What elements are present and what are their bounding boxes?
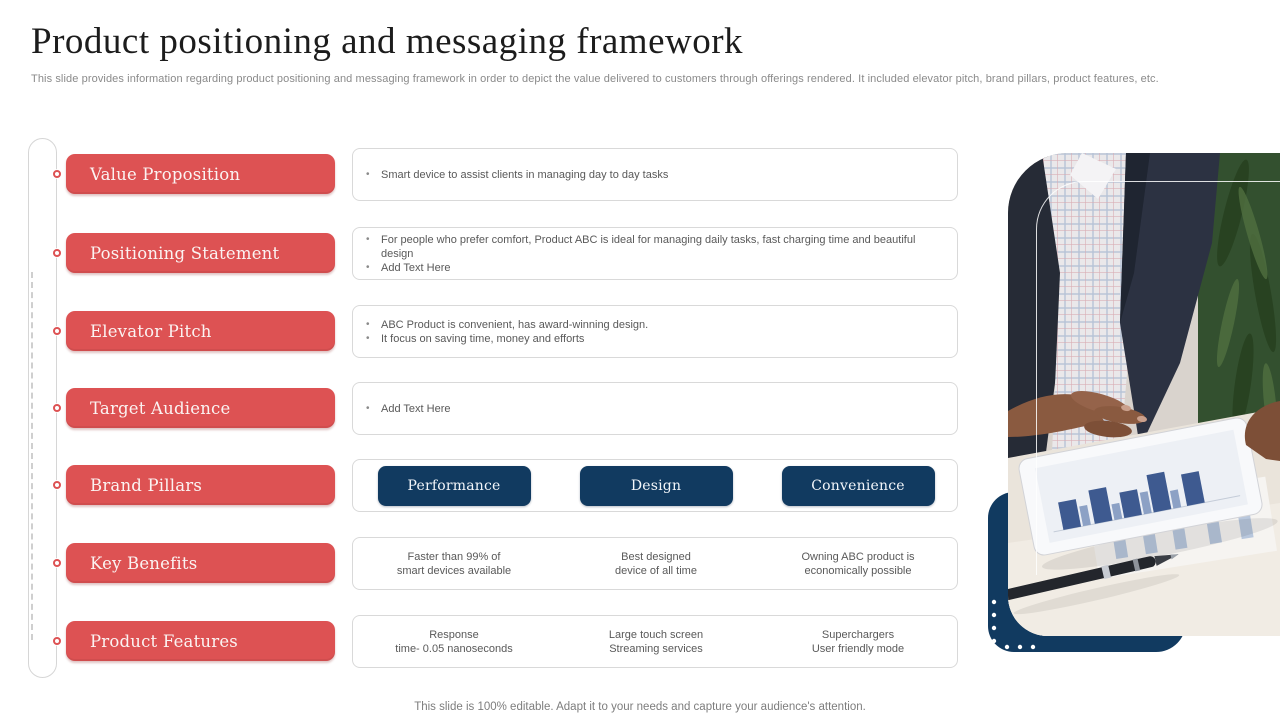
- category-label: Value Proposition: [90, 164, 241, 184]
- benefit-line: Owning ABC product is: [801, 550, 915, 563]
- feature-line: time- 0.05 nanoseconds: [395, 642, 513, 655]
- bullet-item: • It focus on saving time, money and efforts: [353, 332, 921, 346]
- benefit-line: Best designed: [621, 550, 691, 563]
- category-button-brand-pillars: [66, 465, 335, 505]
- feature-column-2: [555, 628, 757, 656]
- content-box-value-proposition: [352, 148, 958, 201]
- pill-convenience: Convenience: [782, 466, 935, 506]
- content-box-target-audience: [352, 382, 958, 435]
- bullet-item: • For people who prefer comfort, Product ABC is ideal for managing daily tasks, fast charging time and beautiful design: [353, 233, 921, 261]
- benefit-line: device of all time: [615, 564, 697, 577]
- benefit-line: economically possible: [804, 564, 912, 577]
- category-label: Product Features: [90, 631, 238, 651]
- category-button-key-benefits: [66, 543, 335, 583]
- category-label: Elevator Pitch: [90, 321, 212, 341]
- category-button-elevator-pitch: [66, 311, 335, 351]
- content-box-key-benefits: [352, 537, 958, 590]
- row-key-benefits: [0, 537, 960, 590]
- category-button-target-audience: [66, 388, 335, 428]
- bullet-item: • Smart device to assist clients in managing day to day tasks: [353, 168, 921, 182]
- row-elevator-pitch: [0, 305, 960, 358]
- category-label: Key Benefits: [90, 553, 198, 573]
- content-box-positioning-statement: [352, 227, 958, 280]
- bullet-item: • Add Text Here: [353, 261, 921, 275]
- benefit-line: Faster than 99% of: [407, 550, 501, 563]
- feature-line: Streaming services: [609, 642, 703, 655]
- feature-line: User friendly mode: [811, 642, 905, 655]
- category-button-positioning-statement: [66, 233, 335, 273]
- connector-dot-icon: [53, 404, 61, 412]
- feature-column-3: [757, 628, 959, 656]
- category-label: Target Audience: [90, 398, 231, 418]
- connector-dot-icon: [53, 637, 61, 645]
- bullet-item: • ABC Product is convenient, has award-winning design.: [353, 318, 921, 332]
- benefit-line: smart devices available: [396, 564, 512, 577]
- row-brand-pillars: [0, 459, 960, 512]
- pill-performance: Performance: [378, 466, 531, 506]
- category-button-product-features: [66, 621, 335, 661]
- connector-dot-icon: [53, 249, 61, 257]
- content-box-product-features: [352, 615, 958, 668]
- bullet-item: • Add Text Here: [353, 402, 921, 416]
- benefit-column-2: [555, 550, 757, 578]
- connector-dot-icon: [53, 327, 61, 335]
- benefit-column-3: [757, 550, 959, 578]
- pill-design: Design: [580, 466, 733, 506]
- row-positioning-statement: [0, 227, 960, 280]
- footer-note: This slide is 100% editable. Adapt it to your needs and capture your audience's attention.: [414, 701, 866, 713]
- connector-dot-icon: [53, 481, 61, 489]
- feature-line: Large touch screen: [608, 628, 704, 641]
- row-value-proposition: [0, 148, 960, 201]
- category-button-value-proposition: [66, 154, 335, 194]
- connector-dot-icon: [53, 170, 61, 178]
- feature-line: Superchargers: [821, 628, 895, 641]
- dots-decoration: [988, 596, 1048, 654]
- category-label: Brand Pillars: [90, 475, 203, 495]
- row-product-features: [0, 615, 960, 668]
- photo-illustration: [1008, 153, 1280, 636]
- content-box-brand-pillars: [352, 459, 958, 512]
- feature-column-1: [353, 628, 555, 656]
- connector-dot-icon: [53, 559, 61, 567]
- page-title: Product positioning and messaging framework: [31, 21, 744, 62]
- slide-subtitle: This slide provides information regarding product positioning and messaging framework in order to depict the value delivered to customers through offerings rendered. It included elevator pitch, brand pillars, product features, etc.: [31, 73, 1159, 85]
- feature-line: Response: [429, 628, 479, 641]
- category-label: Positioning Statement: [90, 243, 280, 263]
- photo-businessman-tablet: [1008, 153, 1280, 636]
- row-target-audience: [0, 382, 960, 435]
- content-box-elevator-pitch: [352, 305, 958, 358]
- benefit-column-1: [353, 550, 555, 578]
